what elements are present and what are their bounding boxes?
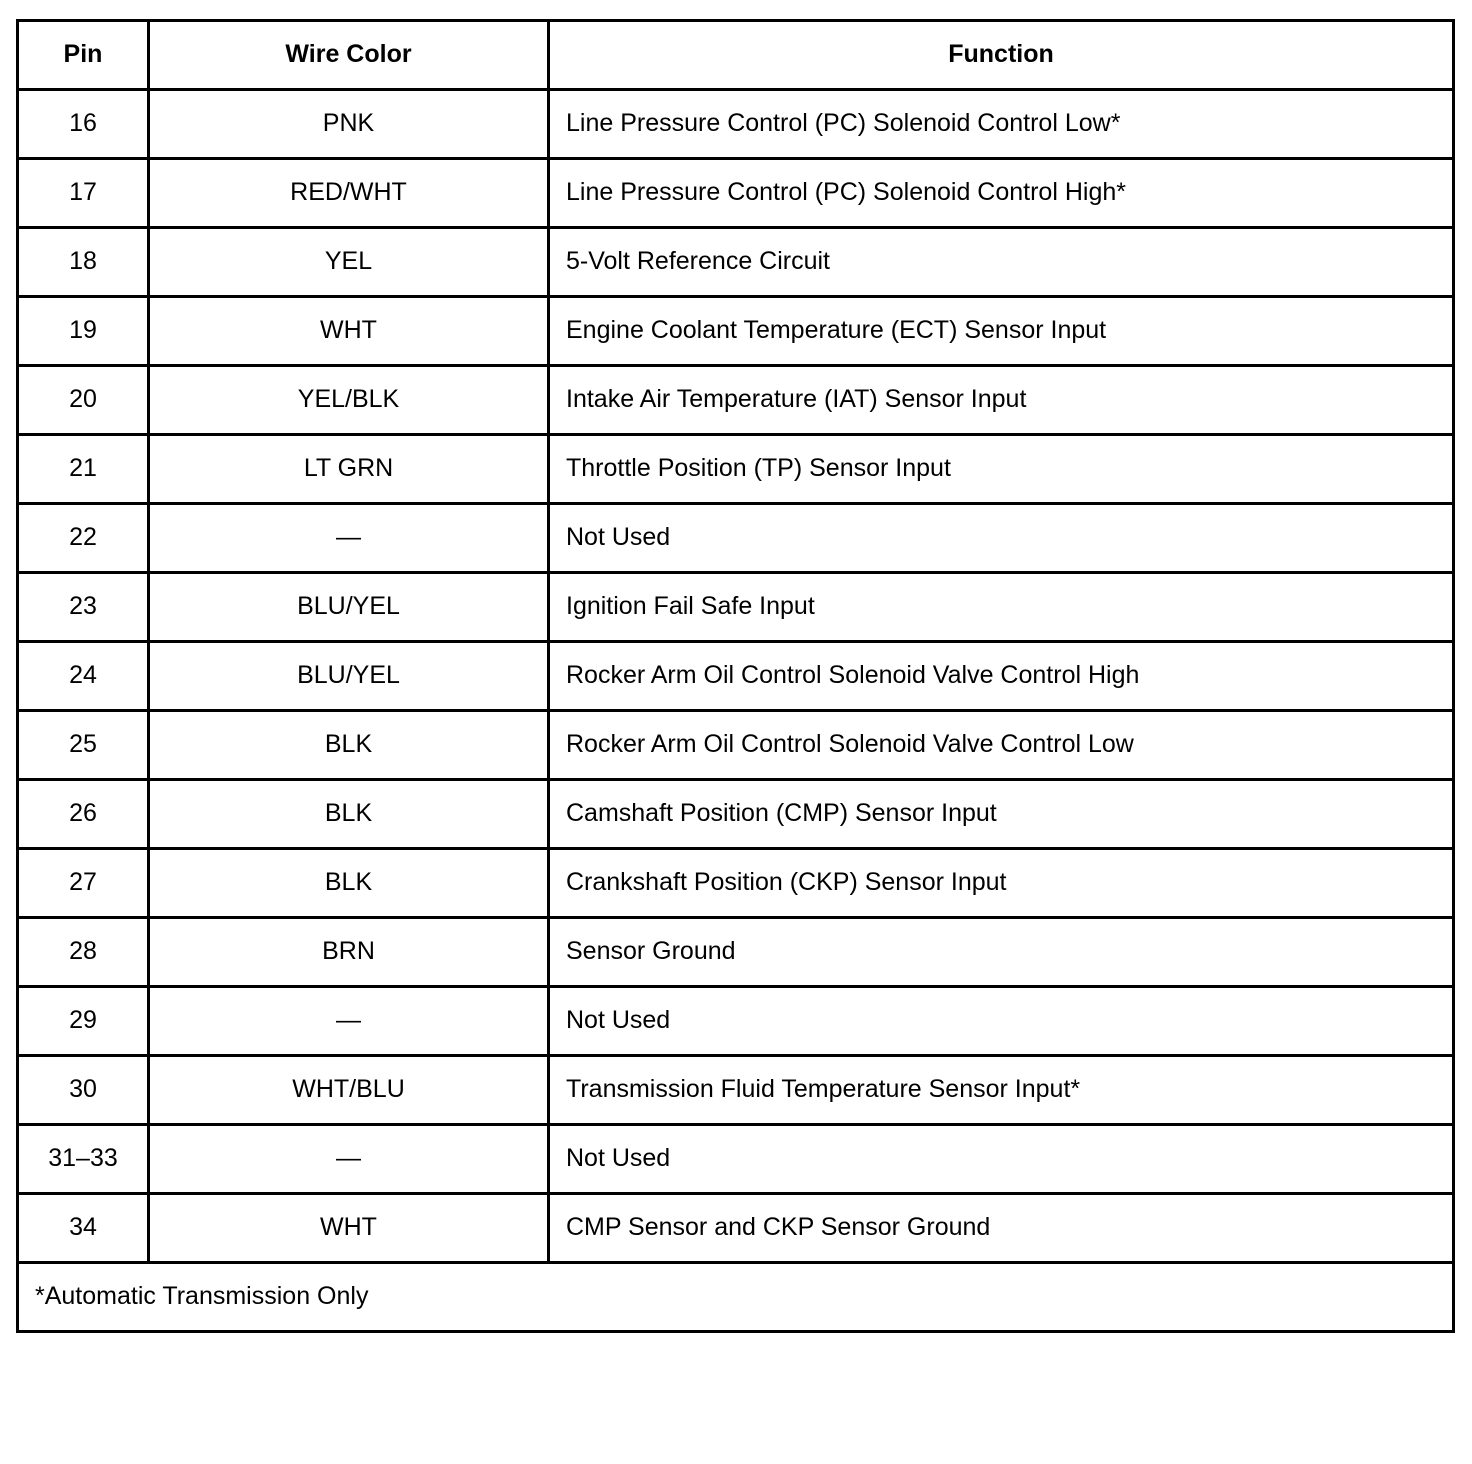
header-wire-color: Wire Color <box>149 21 549 90</box>
pin-cell: 31–33 <box>18 1125 149 1194</box>
function-cell: Camshaft Position (CMP) Sensor Input <box>549 780 1454 849</box>
pin-cell: 19 <box>18 297 149 366</box>
wire-color-cell: LT GRN <box>149 435 549 504</box>
table-row <box>18 435 1454 504</box>
function-cell: Intake Air Temperature (IAT) Sensor Input <box>549 366 1454 435</box>
function-cell: Not Used <box>549 987 1454 1056</box>
wire-color-cell: YEL <box>149 228 549 297</box>
function-cell: Line Pressure Control (PC) Solenoid Control Low* <box>549 90 1454 159</box>
table-row <box>18 366 1454 435</box>
function-cell: Transmission Fluid Temperature Sensor Input* <box>549 1056 1454 1125</box>
table-row <box>18 90 1454 159</box>
wire-color-cell: — <box>149 987 549 1056</box>
function-cell: Sensor Ground <box>549 918 1454 987</box>
wire-color-cell: RED/WHT <box>149 159 549 228</box>
table-row <box>18 987 1454 1056</box>
pin-cell: 21 <box>18 435 149 504</box>
function-cell: Crankshaft Position (CKP) Sensor Input <box>549 849 1454 918</box>
pin-cell: 16 <box>18 90 149 159</box>
wire-color-cell: — <box>149 504 549 573</box>
function-cell: Engine Coolant Temperature (ECT) Sensor Input <box>549 297 1454 366</box>
table-row <box>18 228 1454 297</box>
wire-color-cell: WHT <box>149 1194 549 1263</box>
pin-cell: 30 <box>18 1056 149 1125</box>
table-row <box>18 642 1454 711</box>
wire-color-cell: BLU/YEL <box>149 573 549 642</box>
table-row <box>18 1125 1454 1194</box>
wire-color-cell: BLK <box>149 849 549 918</box>
pin-cell: 25 <box>18 711 149 780</box>
footnote-row <box>18 1263 1454 1332</box>
pin-cell: 27 <box>18 849 149 918</box>
footnote: *Automatic Transmission Only <box>18 1263 1454 1332</box>
function-cell: Not Used <box>549 504 1454 573</box>
function-cell: CMP Sensor and CKP Sensor Ground <box>549 1194 1454 1263</box>
wire-color-cell: WHT/BLU <box>149 1056 549 1125</box>
function-cell: Not Used <box>549 1125 1454 1194</box>
function-cell: Rocker Arm Oil Control Solenoid Valve Control Low <box>549 711 1454 780</box>
pin-cell: 17 <box>18 159 149 228</box>
table-row <box>18 849 1454 918</box>
function-cell: Throttle Position (TP) Sensor Input <box>549 435 1454 504</box>
table-row <box>18 297 1454 366</box>
function-cell: Ignition Fail Safe Input <box>549 573 1454 642</box>
pin-cell: 34 <box>18 1194 149 1263</box>
function-cell: Line Pressure Control (PC) Solenoid Control High* <box>549 159 1454 228</box>
wire-color-cell: PNK <box>149 90 549 159</box>
header-pin: Pin <box>18 21 149 90</box>
table-row <box>18 159 1454 228</box>
pin-function-table <box>16 19 1455 1333</box>
table-row <box>18 711 1454 780</box>
wire-color-cell: BLK <box>149 711 549 780</box>
wire-color-cell: — <box>149 1125 549 1194</box>
wire-color-cell: BRN <box>149 918 549 987</box>
table-row <box>18 504 1454 573</box>
header-function: Function <box>549 21 1454 90</box>
pin-cell: 23 <box>18 573 149 642</box>
table-row <box>18 1056 1454 1125</box>
pin-cell: 26 <box>18 780 149 849</box>
header-row <box>18 21 1454 90</box>
table-row <box>18 918 1454 987</box>
pin-cell: 24 <box>18 642 149 711</box>
pin-cell: 20 <box>18 366 149 435</box>
table-row <box>18 780 1454 849</box>
wire-color-cell: WHT <box>149 297 549 366</box>
pin-cell: 22 <box>18 504 149 573</box>
wire-color-cell: BLK <box>149 780 549 849</box>
table-row <box>18 1194 1454 1263</box>
table-row <box>18 573 1454 642</box>
wire-color-cell: YEL/BLK <box>149 366 549 435</box>
wire-color-cell: BLU/YEL <box>149 642 549 711</box>
function-cell: Rocker Arm Oil Control Solenoid Valve Control High <box>549 642 1454 711</box>
pin-cell: 18 <box>18 228 149 297</box>
pin-cell: 29 <box>18 987 149 1056</box>
function-cell: 5-Volt Reference Circuit <box>549 228 1454 297</box>
pin-cell: 28 <box>18 918 149 987</box>
